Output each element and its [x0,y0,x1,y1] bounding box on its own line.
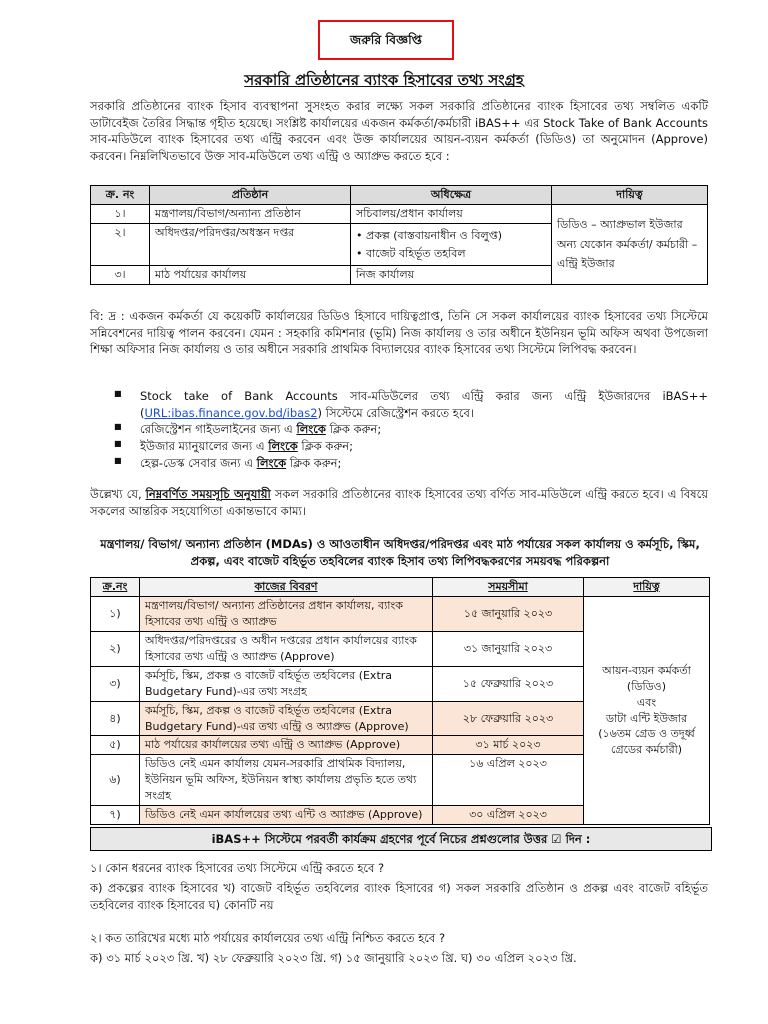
duty-line: ডাটা এন্টি ইউজার (১৬তম গ্রেড ও তদূর্ধ্ব গ্রেডের কর্মচারী) [598,711,695,757]
deadline-cell: ১৫ ফেব্রুয়ারি ২০২৩ [433,666,584,701]
row-number: ১) [91,596,140,631]
duty-cell [584,596,710,824]
task-cell: অধিদপ্তর/পরিদপ্তরের ও অধীন দপ্তরের প্রধান কার্যালয়ের ব্যাংক হিসাবের তথ্য এন্ট্রি ও অ্যাপ্রুভ (Approve) [140,631,433,666]
deadline-cell: ৩১ জানুয়ারি ২০২৩ [433,631,584,666]
bullet-text: ক্লিক করুন; [325,422,382,437]
task-cell: মন্ত্রণালয়/বিভাগ/ অন্যান্য প্রতিষ্ঠানের প্রধান কার্যালয়, ব্যাংক হিসাবের তথ্য এন্ট্রি ও অ্যাপ্রুভ [140,596,433,631]
notice-label: জরুরি বিজ্ঞপ্তি [350,31,422,47]
list-item [128,438,708,455]
bullet-text: ক্লিক করুন; [297,439,354,454]
scope-cell: নিজ কার্যালয় [351,265,552,284]
bullet-text: Stock take of Bank Accounts সাব-মডিউলের তথ্য এন্ট্রি করার জন্য এন্ট্রি ইউজারদের iBAS++ ( [140,389,708,420]
question-header: iBAS++ সিস্টেমে পরবর্তী কার্যক্রম গ্রহণের পূর্বে নিচের প্রশ্নগুলোর উত্তর ☑ দিন : [90,827,712,851]
header-cell: দায়িত্ব [552,186,708,205]
institution-cell: অধিদপ্তর/পরিদপ্তর/অধস্তন দপ্তর [150,223,351,265]
row-number: ৪) [91,701,140,736]
deadline-cell: ২৮ ফেব্রুয়ারি ২০২৩ [433,701,584,736]
header-cell: ক্র.নং [91,578,140,597]
schedule-section-title: মন্ত্রণালয়/ বিভাগ/ অন্যান্য প্রতিষ্ঠান (MDAs) ও আওতাধীন অধিদপ্তর/পরিদপ্তর এবং মাঠ পর্যায়ের সকল কার্যালয় ও কর্মসূচি, স্কিম, প্রকল্প, এবং বাজেট বহির্ভূত তহবিলের ব্যাংক হিসাব তথ্য লিপিবদ্ধকরণের সময়বদ্ধ পরিকল্পনা [100,537,700,568]
header-cell: প্রতিষ্ঠান [150,186,351,205]
remark-paragraph [90,486,708,519]
table-header-row [91,578,710,597]
header-cell: ক্র. নং [91,186,150,205]
header-cell: অধিক্ষেত্র [351,186,552,205]
table-header-row [91,186,708,205]
institution-cell: মন্ত্রণালয়/বিভাগ/অন্যান্য প্রতিষ্ঠান [150,204,351,223]
duty-line: এবং [636,695,657,709]
bullet-text: হেল্প-ডেস্ক সেবার জন্য এ [140,455,257,470]
ibas-url-link[interactable]: URL:ibas.finance.gov.bd/ibas2 [144,405,318,420]
table-row [91,596,710,631]
task-cell: মাঠ পর্যায়ের কার্যালয়ের তথ্য এন্ট্রি ও অ্যাপ্রুভ (Approve) [140,736,433,755]
header-cell: কাজের বিবরণ [140,578,433,597]
duty-line: আয়ন-ব্যয়ন কর্মকর্তা (ডিডিও) [602,663,691,693]
note-paragraph: বি: দ্র : একজন কর্মকর্তা যে কয়েকটি কার্যালয়ের ডিডিও হিসাবে দায়িত্বপ্রাপ্ত, তিনি সে সকল কার্যালয়ের ব্যাংক হিসাবের তথ্য সিস্টেমে সন্নিবেশনের দায়িত্ব পালন করবেন। যেমন : সহকারি কমিশনার (ভূমি) নিজ কার্যালয় ও তার অধীনে ইউনিয়ন ভূমি অফিস অথবা উপজেলা শিক্ষা অফিসার নিজ কার্যালয় ও তার অধীনে সরকারি প্রাথমিক বিদ্যালয়ের ব্যাংক হিসাবের তথ্য সিস্টেমে লিপিবদ্ধ করবেন। [90,309,708,357]
scope-cell [351,223,552,265]
row-number: ৫) [91,736,140,755]
notice-label-box [318,20,454,60]
scope-item: • প্রকল্প (বাস্তবায়নাধীন ও বিলুপ্ত) [356,228,503,242]
list-item [128,388,708,421]
user-manual-link[interactable]: লিংকে [268,439,298,454]
row-number: ২) [91,631,140,666]
schedule-table [90,577,710,825]
row-number: ৩) [91,666,140,701]
row-number: ৩। [91,265,150,284]
row-number: ১। [91,204,150,223]
list-item [128,455,708,472]
bullet-text: ক্লিক করুন; [286,455,342,470]
duty-cell: ডিডিও – অ্যাপ্রুভাল ইউজার অন্য যেকোন কর্মকর্তা/ কর্মচারী – এন্ট্রি ইউজার [552,204,708,284]
bullet-list [128,388,708,471]
question-2: ২। কত তারিখের মধ্যে মাঠ পর্যায়ের কার্যালয়ের তথ্য এন্ট্রি নিশ্চিত করতে হবে ? [90,931,446,945]
task-cell: ডিডিও নেই এমন কার্যালয় যেমন-সরকারি প্রাথমিক বিদ্যালয়, ইউনিয়ন ভূমি অফিস, ইউনিয়ন স্বাস্থ্য কার্যালয় প্রভৃতি হতে তথ্য সংগ্রহ [140,755,433,806]
question-2-options: ক) ৩১ মার্চ ২০২৩ খ্রি. খ) ২৮ ফেব্রুয়ারি ২০২৩ খ্রি. গ) ১৫ জানুয়ারি ২০২৩ খ্রি. ঘ) ৩০ এপ্রিল ২০২৩ খ্রি. [90,951,577,965]
row-number: ৭) [91,806,140,825]
list-item [128,421,708,438]
scope-cell: সচিবালয়/প্রধান কার্যালয় [351,204,552,223]
deadline-cell: ৩১ মার্চ ২০২৩ [433,736,584,755]
row-number: ৬) [91,755,140,806]
registration-guideline-link[interactable]: লিংকে [296,422,326,437]
deadline-cell: ১৬ এপ্রিল ২০২৩ [433,755,584,806]
deadline-cell: ১৫ জানুয়ারি ২০২৩ [433,596,584,631]
remark-text: সকল সরকারি প্রতিষ্ঠানের ব্যাংক হিসাবের তথ্য বর্ণিত সাব-মডিউলে এন্ট্রি করতে হবে। এ বিষয়ে সকলের আন্তরিক সহযোগিতা একান্তভাবে কাম্য। [90,487,708,518]
deadline-cell: ৩০ এপ্রিল ২০২৩ [433,806,584,825]
intro-paragraph: সরকারি প্রতিষ্ঠানের ব্যাংক হিসাব ব্যবস্থাপনা সুসংহত করার লক্ষ্যে সকল সরকারি প্রতিষ্ঠানের ব্যাংক হিসাবের তথ্য সম্বলিত একটি ডাটাবেইজ তৈরির সিদ্ধান্ত গৃহীত হয়েছে। সংশ্লিষ্ট কার্যালয়ের একজন কর্মকর্তা/কর্মচারী iBAS++ এর Stock Take of Bank Accounts সাব-মডিউলে ব্যাংক হিসাবের তথ্য এন্ট্রি করবেন এবং উক্ত কার্যালয়ের আয়ন-ব্যয়ন কর্মকর্তা (ডিডিও) তা অনুমোদন (Approve) করবেন। নিম্নলিখিতভাবে উক্ত সাব-মডিউলে তথ্য এন্ট্রি ও অ্যাপ্রুভ করতে হবে : [90,99,708,164]
bullet-text: রেজিস্ট্রেশন গাইডলাইনের জন্য এ [140,422,297,437]
question-1: ১। কোন ধরনের ব্যাংক হিসাবের তথ্য সিস্টেমে এন্ট্রি করতে হবে ? [90,861,385,875]
task-cell: কর্মসূচি, স্কিম, প্রকল্প ও বাজেট বহির্ভূত তহবিলের (Extra Budgetary Fund)-এর তথ্য সংগ্রহ [140,666,433,701]
task-cell: কর্মসূচি, স্কিম, প্রকল্প ও বাজেট বহির্ভূত তহবিলের (Extra Budgetary Fund)-এর তথ্য এন্ট্রি ও অ্যাপ্রুভ (Approve) [140,701,433,736]
table-row [91,204,708,223]
institution-cell: মাঠ পর্যায়ের কার্যালয় [150,265,351,284]
header-cell: দায়িত্ব [584,578,710,597]
scope-item: • বাজেট বহির্ভূত তহবিল [356,246,466,260]
remark-text: উল্লেখ্য যে, [90,487,146,501]
bullet-text: ইউজার ম্যানুয়ালের জন্য এ [140,439,269,454]
bullet-text: ) সিস্টেমে রেজিস্ট্রেশন করতে হবে। [317,405,474,420]
row-number: ২। [91,223,150,265]
question-1-options: ক) প্রকল্পের ব্যাংক হিসাবের খ) বাজেট বহির্ভূত তহবিলের ব্যাংক হিসাবের গ) সকল সরকারি প্রতিষ্ঠান ও প্রকল্প এবং বাজেট বহির্ভূত তহবিলের ব্যাংক হিসাবের ঘ) কোনটি নয় [90,881,708,912]
help-desk-link[interactable]: লিংকে [256,455,287,470]
remark-emphasis: নিম্নবর্ণিত সময়সূচি অনুযায়ী [145,487,271,501]
header-cell: সময়সীমা [433,578,584,597]
responsibility-table [90,185,708,285]
task-cell: ডিডিও নেই এমন কার্যালয়ের তথ্য এন্টি ও অ্যাপ্রুভ (Approve) [140,806,433,825]
page-title: সরকারি প্রতিষ্ঠানের ব্যাংক হিসাবের তথ্য সংগ্রহ [244,71,524,89]
